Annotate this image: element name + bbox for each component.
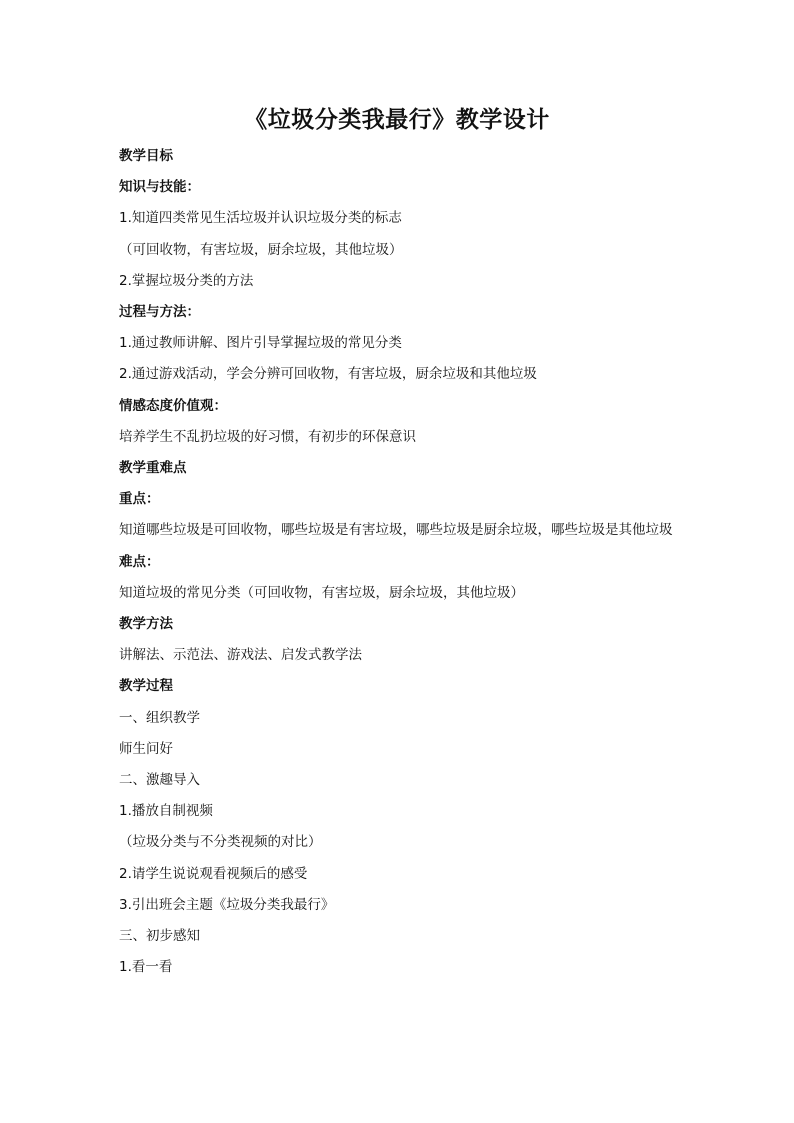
document-title: 《垃圾分类我最行》教学设计 (244, 107, 550, 133)
paragraph-line: 2.通过游戏活动，学会分辨可回收物，有害垃圾，厨余垃圾和其他垃圾 (119, 366, 537, 383)
section-heading: 教学目标 (119, 148, 173, 164)
section-heading: 情感态度价值观： (119, 397, 227, 414)
section-heading: 教学方法 (119, 616, 173, 633)
paragraph-line: 1.知道四类常见生活垃圾并认识垃圾分类的标志 (119, 210, 402, 227)
section-heading: 知识与技能： (119, 179, 200, 196)
paragraph-line: 知道哪些垃圾是可回收物，哪些垃圾是有害垃圾，哪些垃圾是厨余垃圾，哪些垃圾是其他垃圾 (119, 522, 673, 539)
section-heading: 教学过程 (119, 678, 173, 695)
paragraph-line: 1.看一看 (119, 959, 173, 976)
section-heading: 过程与方法： (119, 304, 200, 321)
paragraph-line: 1.播放自制视频 (119, 803, 213, 820)
paragraph-line: 二、激趣导入 (119, 772, 200, 789)
paragraph-line: 一、组织教学 (119, 709, 200, 726)
paragraph-line: 讲解法、示范法、游戏法、启发式教学法 (119, 647, 362, 664)
paragraph-line: 师生问好 (119, 740, 173, 757)
paragraph-line: 培养学生不乱扔垃圾的好习惯，有初步的环保意识 (119, 428, 416, 445)
paragraph-line: 3.引出班会主题《垃圾分类我最行》 (119, 896, 335, 913)
section-heading: 重点： (119, 491, 160, 508)
paragraph-line: （可回收物，有害垃圾，厨余垃圾，其他垃圾） (119, 241, 403, 258)
paragraph-line: 1.通过教师讲解、图片引导掌握垃圾的常见分类 (119, 335, 402, 352)
paragraph-line: （垃圾分类与不分类视频的对比） (119, 834, 322, 851)
document-body (119, 141, 679, 983)
paragraph-line: 2.请学生说说观看视频后的感受 (119, 865, 308, 882)
paragraph-line: 三、初步感知 (119, 928, 200, 945)
paragraph-line: 2.掌握垃圾分类的方法 (119, 272, 254, 289)
section-heading: 教学重难点 (119, 460, 187, 477)
section-heading: 难点： (119, 553, 160, 570)
paragraph-line: 知道垃圾的常见分类（可回收物，有害垃圾，厨余垃圾，其他垃圾） (119, 584, 524, 601)
